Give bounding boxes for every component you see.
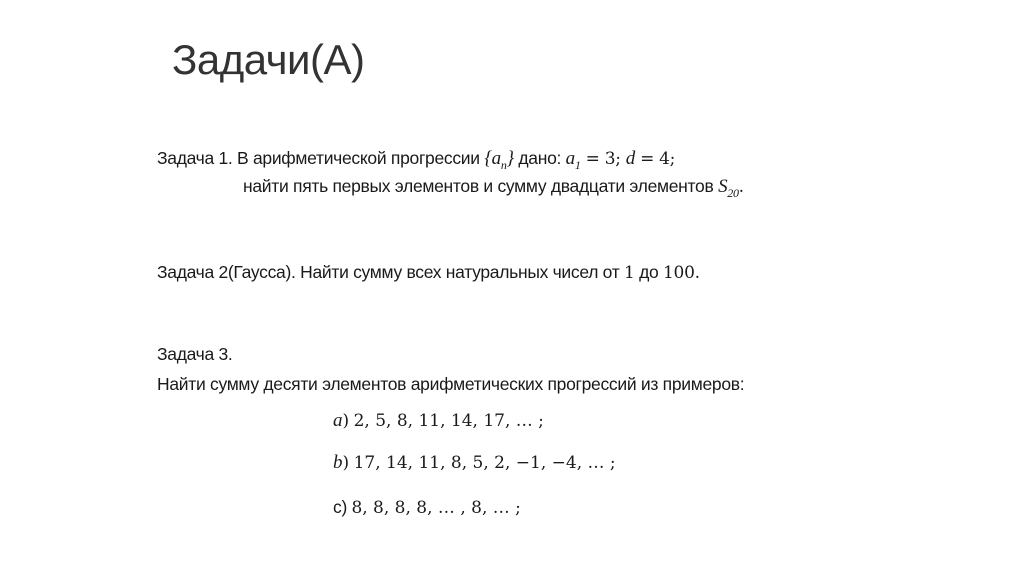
task3-label: Задача 3.: [157, 344, 233, 364]
a1-value: = 3;: [580, 149, 626, 169]
example-a: a) 2, 5, 8, 11, 14, 17, … ;: [333, 410, 544, 431]
d-symbol: d: [625, 148, 635, 169]
task2-from: 1: [624, 263, 635, 283]
sequence-b: 17, 14, 11, 8, 5, 2, −1, −4, … ;: [353, 453, 616, 473]
task1-line2: найти пять первых элементов и сумму двадцати элементов $S_{20}$.: [243, 176, 744, 200]
sequence-a: 2, 5, 8, 11, 14, 17, … ;: [353, 411, 544, 431]
d-value: = 4;: [634, 149, 676, 169]
s20-symbol: $S_{20}$: [718, 176, 739, 200]
task1-line1: [157, 148, 675, 173]
task2-to-word: до: [639, 262, 659, 282]
task1-label: Задача 1. В арифметической прогрессии: [157, 148, 480, 168]
sequence-notation: $\{a_n\}$: [484, 148, 514, 172]
slide-title: Задачи(А): [172, 36, 365, 83]
task1-question: найти пять первых элементов и сумму двадцати элементов: [243, 176, 714, 196]
task3-text: Найти сумму десяти элементов арифметических прогрессий из примеров:: [157, 374, 745, 394]
sequence-c: 8, 8, 8, 8, … , 8, … ;: [351, 498, 521, 518]
task2: Задача 2(Гаусса). Найти сумму всех натуральных чисел от 1 до 100.: [157, 262, 700, 283]
task2-to: 100: [663, 263, 695, 283]
example-c: c) 8, 8, 8, 8, … , 8, … ;: [333, 497, 521, 518]
a1-symbol: $a_1$: [565, 148, 581, 172]
example-b: b) 17, 14, 11, 8, 5, 2, −1, −4, … ;: [333, 452, 616, 473]
given-label: дано:: [518, 148, 562, 168]
task2-text: Задача 2(Гаусса). Найти сумму всех натуральных чисел от: [157, 262, 620, 282]
